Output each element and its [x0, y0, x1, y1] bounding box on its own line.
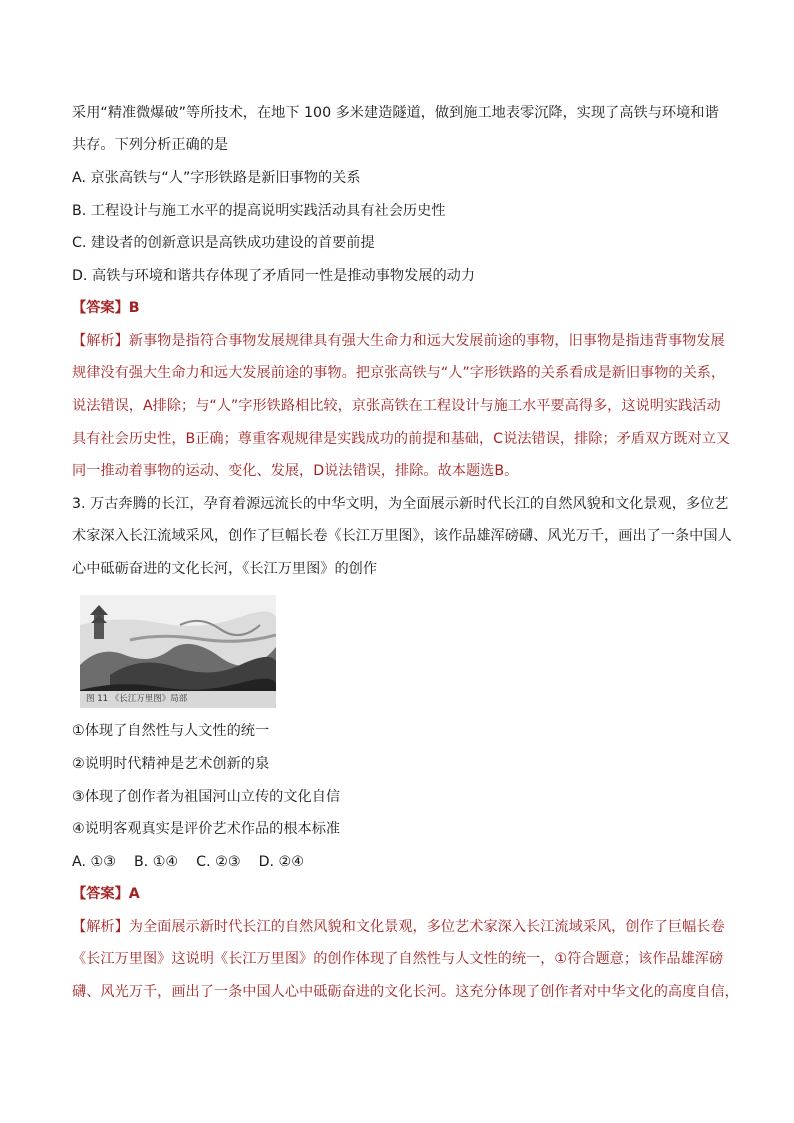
- statement-1: ①体现了自然性与人文性的统一: [72, 723, 270, 739]
- question3-line-3: 心中砥砺奋进的文化长河，《长江万里图》的创作: [72, 561, 378, 577]
- analysis-line-2: 规律没有强大生命力和远大发展前途的事物。把京张高铁与“人”字形铁路的关系看成是新旧事物的关系，: [72, 365, 726, 381]
- analysis-line-1: 【解析】新事物是指符合事物发展规律具有强大生命力和远大发展前途的事物，旧事物是指违背事物发展: [72, 333, 725, 349]
- question2-stem-line-2: 共存。下列分析正确的是: [72, 137, 229, 153]
- analysis-line-3: 说法错误，A排除；与“人”字形铁路相比较，京张高铁在工程设计与施工水平要高得多，这说明实践活动: [72, 398, 721, 414]
- figure-caption: 图 11 《长江万里图》局部: [80, 691, 276, 708]
- answer-label: 【答案】B: [72, 300, 140, 316]
- analysis-line-3: 礴、风光万千，画出了一条中国人心中砥砺奋进的文化长河。这充分体现了创作者对中华文化的高度自信，: [72, 984, 739, 1000]
- statement-2: ②说明时代精神是艺术创新的泉: [72, 756, 270, 772]
- analysis-line-5: 同一推动着事物的运动、变化、发展，D说法错误，排除。故本题选B。: [72, 463, 519, 479]
- question3-line-1: 3. 万古奔腾的长江，孕育着源远流长的中华文明，为全面展示新时代长江的自然风貌和文化景观，多位艺: [72, 496, 729, 512]
- analysis-line-4: 具有社会历史性，B正确；尊重客观规律是实践成功的前提和基础，C说法错误，排除；矛盾双方既对立又: [72, 431, 731, 447]
- option-a: A. 京张高铁与“人”字形铁路是新旧事物的关系: [72, 170, 361, 186]
- statement-4: ④说明客观真实是评价艺术作品的根本标准: [72, 821, 341, 837]
- answer-label: 【答案】A: [72, 886, 140, 902]
- option-d: D. 高铁与环境和谐共存体现了矛盾同一性是推动事物发展的动力: [72, 268, 476, 284]
- question2-stem-line-1: 采用“精准微爆破”等所技术，在地下 100 多米建造隧道，做到施工地表零沉降，实现了高铁与环境和谐: [72, 105, 719, 121]
- question3-options: A. ①③ B. ①④ C. ②③ D. ②④: [72, 854, 304, 870]
- analysis-line-1: 【解析】为全面展示新时代长江的自然风貌和文化景观，多位艺术家深入长江流域采风，创作了巨幅长卷: [72, 919, 725, 935]
- analysis-line-2: 《长江万里图》这说明《长江万里图》的创作体现了自然性与人文性的统一，①符合题意；该作品雄浑磅: [72, 951, 724, 967]
- option-b: B. 工程设计与施工水平的提高说明实践活动具有社会历史性: [72, 203, 446, 219]
- option-c: C. 建设者的创新意识是高铁成功建设的首要前提: [72, 235, 375, 251]
- statement-3: ③体现了创作者为祖国河山立传的文化自信: [72, 789, 341, 805]
- question3-line-2: 术家深入长江流域采风，创作了巨幅长卷《长江万里图》，该作品雄浑磅礴、风光万千，画出了一条中国人: [72, 528, 732, 544]
